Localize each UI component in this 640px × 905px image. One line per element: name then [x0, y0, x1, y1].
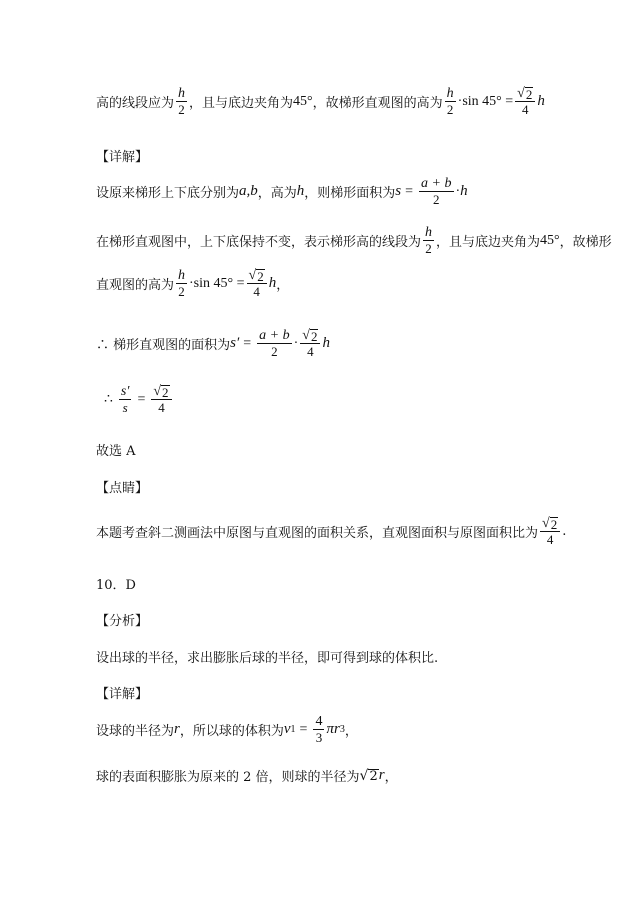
text: ，所以球的体积为 [179, 724, 284, 739]
equals: = [299, 721, 308, 737]
therefore-symbol: ∴ [104, 392, 113, 407]
fraction-sqrt2-over-4: √ 2 4 [151, 384, 171, 415]
var-h: h [296, 183, 305, 199]
fraction-4-over-3: $\frac{4}{3}$ [315, 714, 323, 745]
text: ， [384, 770, 398, 785]
text: 设球的半径为 [96, 724, 175, 739]
text: ，且与底边夹角为 [436, 235, 541, 250]
fraction-h-over-2: $\frac{h}{2}$ [446, 86, 454, 117]
heading-detail-2: 【详解】 [96, 687, 149, 702]
line-8 [96, 516, 566, 547]
line-12 [96, 766, 398, 785]
equals: = [137, 391, 146, 407]
question-number: 10．D [96, 578, 136, 593]
text: ∴ 梯形直观图的面积为 [96, 338, 231, 353]
line-11 [96, 714, 358, 745]
fraction-sqrt2-over-4: √ 2 4 [247, 268, 267, 299]
text: 本题考查斜二测画法中原图与直观图的面积关系，直观图面积与原图面积比为 [96, 526, 539, 541]
var-r: r [174, 721, 180, 737]
line-1 [96, 86, 545, 117]
line-5 [96, 328, 330, 359]
equals: = [243, 335, 252, 351]
sin-expression: ·sin 45° = [189, 275, 245, 291]
fraction-sqrt2-over-4: √ 2 4 [300, 328, 320, 359]
subscript: 1 [290, 724, 296, 735]
fraction-a-plus-b-over-2: $\frac{a + b}{2}$ [259, 328, 290, 359]
answer-line: 故选 A [96, 444, 136, 459]
var-s-prime: s′ [230, 335, 240, 351]
heading-comment: 【点睛】 [96, 481, 149, 496]
text: ， [276, 278, 290, 293]
var-r: r [378, 767, 385, 783]
text: ，高为 [257, 186, 297, 201]
fraction-h-over-2: $\frac{h}{2}$ [425, 225, 433, 256]
text: ，则梯形面积为 [304, 186, 396, 201]
line-6 [104, 384, 174, 415]
line-10: 设出球的半径，求出膨胀后球的半径，即可得到球的体积比. [96, 651, 439, 666]
angle: 45° [293, 93, 313, 109]
fraction-h-over-2: $\frac{h}{2}$ [178, 268, 186, 299]
line-3 [96, 225, 612, 256]
text: 高的线段应为 [96, 96, 175, 111]
text: 球的表面积膨胀为原来的 2 倍，则球的半径为 [96, 770, 360, 785]
heading-analysis: 【分析】 [96, 614, 149, 629]
sin-expression: ·sin 45° = [457, 93, 514, 109]
var-h: h [460, 183, 468, 199]
line-2 [96, 176, 468, 207]
heading-detail-1: 【详解】 [96, 150, 149, 165]
superscript: 3 [339, 724, 345, 735]
text: ， [344, 724, 358, 739]
var-h: h [322, 335, 330, 351]
text: . [562, 524, 567, 539]
text: 直观图的高为 [96, 278, 175, 293]
var-h: h [537, 93, 545, 109]
var-s: s [395, 183, 402, 199]
text: ，故梯形 [559, 235, 612, 250]
var-h: h [268, 275, 277, 291]
fraction-sqrt2-over-4: √ 2 4 [540, 516, 560, 547]
fraction-h-over-2: $\frac{h}{2}$ [178, 86, 186, 117]
text: 在梯形直观图中，上下底保持不变，表示梯形高的线段为 [96, 235, 422, 250]
fraction-a-plus-b-over-2: $\frac{a + b}{2}$ [421, 176, 452, 207]
dot: · [455, 183, 461, 199]
text: ，故梯形直观图的高为 [312, 96, 443, 111]
line-4 [96, 268, 289, 299]
var-ab: a,b [239, 183, 258, 199]
dot: · [293, 335, 299, 351]
sqrt-2: √ 2 [359, 767, 378, 784]
var-v: v [283, 721, 291, 737]
angle: 45° [540, 232, 560, 248]
text: 设原来梯形上下底分别为 [96, 186, 240, 201]
pi-r: πr [326, 721, 340, 737]
fraction-sprime-over-s: $\frac{s'}{s}$ [120, 384, 130, 415]
fraction-sqrt2-over-4: √ 2 4 [515, 86, 535, 117]
equals: = [405, 183, 414, 199]
text: ，且与底边夹角为 [189, 96, 294, 111]
